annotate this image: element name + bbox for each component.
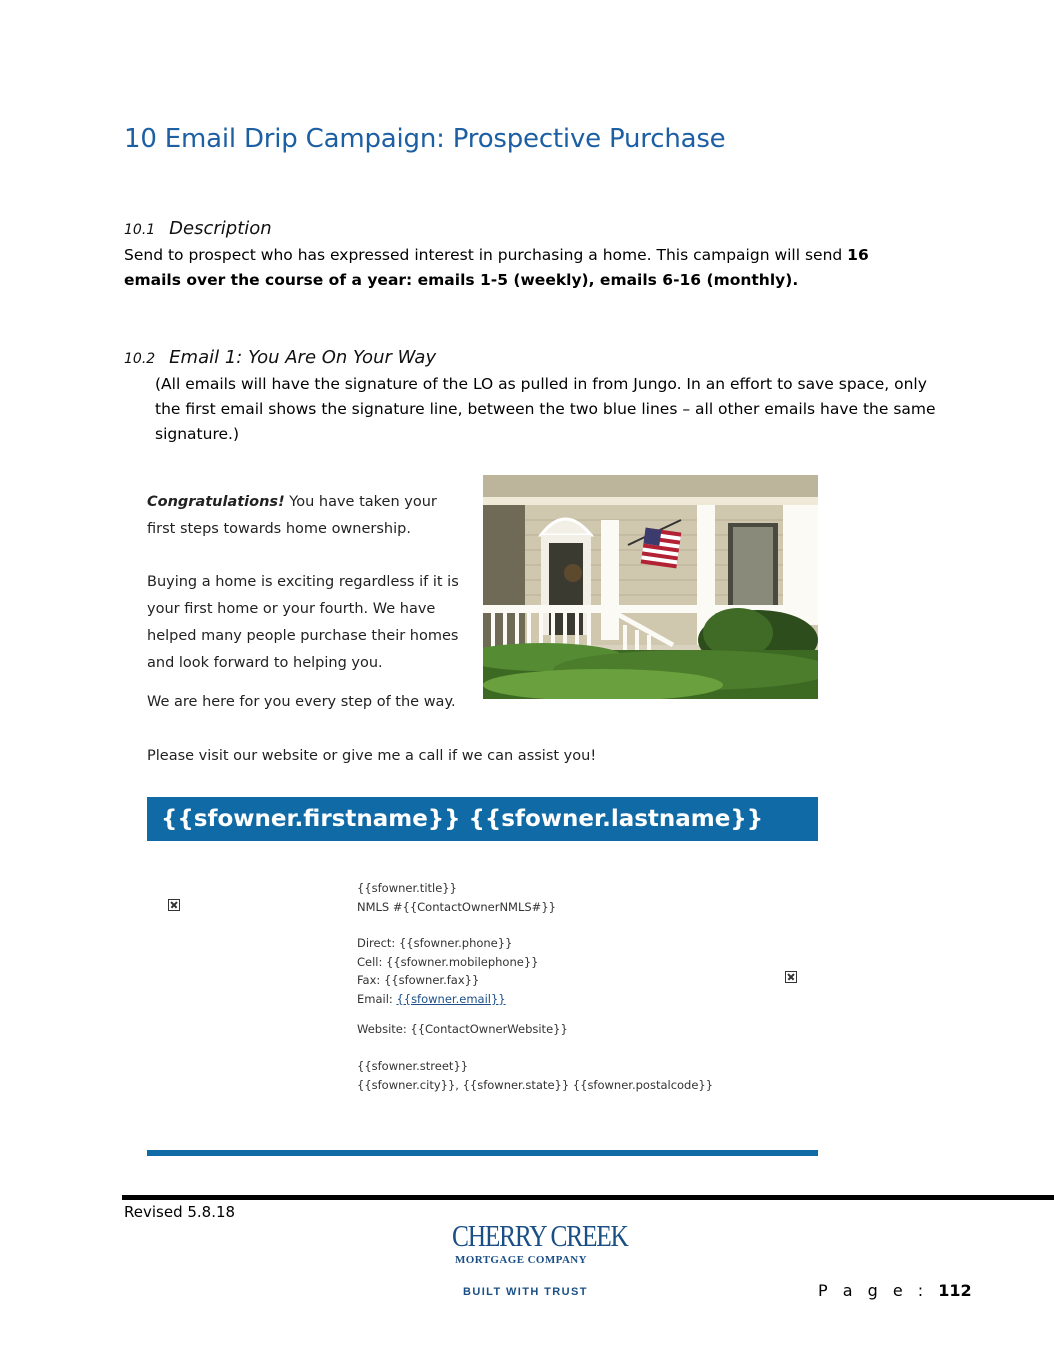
section-heading [124, 124, 725, 154]
footer-rule [122, 1195, 1054, 1200]
subsection-title: Email 1: You Are On Your Way [169, 347, 437, 368]
subsection-title: Description [169, 218, 272, 239]
description-bold-text: 16 emails over the course of a year: emails 1-5 (weekly), emails 6-16 (monthly). [124, 246, 869, 289]
revised-date: Revised 5.8.18 [124, 1203, 236, 1221]
page-number [818, 1281, 972, 1300]
sig-email [357, 990, 538, 1009]
company-logo-sub: MORTGAGE COMPANY [455, 1254, 587, 1266]
page-label: P a g e : [818, 1281, 929, 1300]
sig-city-line: {{sfowner.city}}, {{sfowner.state}} {{sfowner.postalcode}} [357, 1077, 714, 1092]
section-number: 10 [124, 124, 157, 154]
sig-cell: Cell: {{sfowner.mobilephone}} [357, 954, 539, 969]
sig-nmls: NMLS #{{ContactOwnerNMLS#}} [357, 899, 556, 914]
subsection-number: 10.1 [124, 222, 156, 238]
page-number-value: 112 [938, 1281, 972, 1300]
signature-title-block [357, 879, 556, 916]
sig-title: {{sfowner.title}} [357, 881, 457, 895]
greeting-rest: You have taken your first steps towards home ownership. [147, 494, 437, 537]
subsection-heading-description [124, 218, 272, 239]
signature-contact-block [357, 934, 538, 1008]
section-title: Email Drip Campaign: Prospective Purchase [164, 124, 726, 154]
signature-note: (All emails will have the signature of the LO as pulled in from Jungo. In an effort to save space, only the first email shows the signature line, between the two blue lines – all other emails have the same signature.) [155, 375, 936, 443]
greeting-bold: Congratulations! [147, 494, 285, 510]
company-tagline: BUILT WITH TRUST [463, 1286, 588, 1298]
email-paragraph-4: Please visit our website or give me a call if we can assist you! [147, 748, 597, 764]
description-text: Send to prospect who has expressed interest in purchasing a home. This campaign will send [124, 246, 848, 264]
broken-image-icon [168, 899, 180, 911]
broken-image-icon [785, 971, 797, 983]
sig-email-label: Email: [357, 991, 397, 1006]
signature-address-block [357, 1057, 713, 1094]
signature-name-bar: {{sfowner.firstname}} {{sfowner.lastname}} [147, 797, 818, 841]
signature-website: Website: {{ContactOwnerWebsite}} [357, 1022, 568, 1036]
email-paragraph-3: We are here for you every step of the way. [147, 694, 456, 710]
description-paragraph [124, 243, 924, 293]
sig-fax: Fax: {{sfowner.fax}} [357, 973, 480, 987]
email-greeting [147, 489, 467, 543]
sig-email-link[interactable]: {{sfowner.email}} [396, 991, 506, 1006]
sig-direct: Direct: {{sfowner.phone}} [357, 936, 513, 950]
email-paragraph-2: Buying a home is exciting regardless if it is your first home or your fourth. We have helped many people purchase their homes and look forward to helping you. [147, 574, 459, 671]
subsection-heading-email1 [124, 347, 436, 368]
house-porch-photo [483, 475, 818, 699]
sig-street: {{sfowner.street}} [357, 1059, 469, 1073]
subsection-number: 10.2 [124, 351, 156, 367]
company-logo-main: CHERRY CREEK [452, 1218, 628, 1253]
signature-bottom-line [147, 1150, 818, 1156]
